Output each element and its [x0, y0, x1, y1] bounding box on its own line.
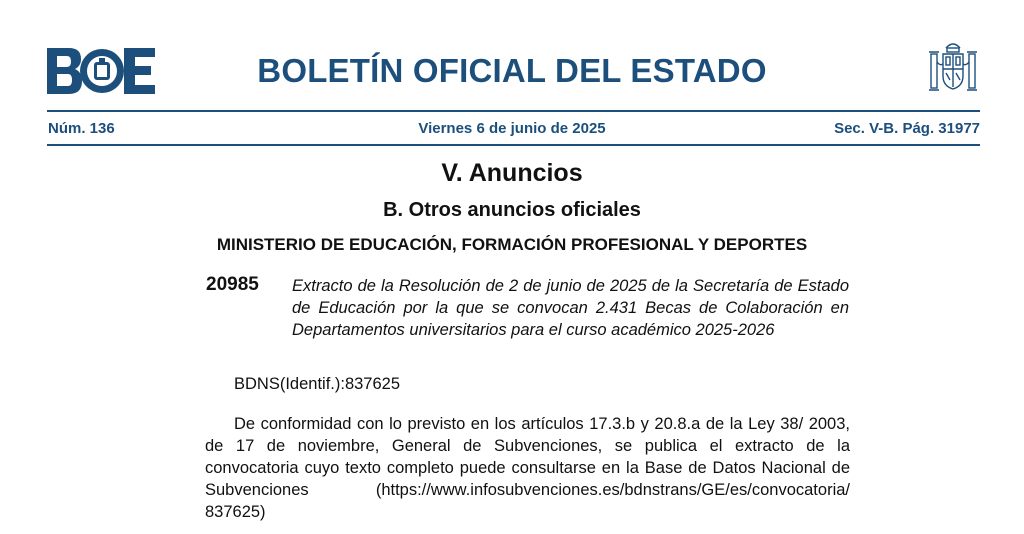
section-page: Sec. V-B. Pág. 31977	[834, 120, 980, 137]
bdns-identifier: BDNS(Identif.):837625	[234, 375, 401, 393]
spain-coat-of-arms-icon	[926, 40, 980, 96]
section-heading: V. Anuncios	[441, 159, 583, 187]
subsection-heading: B. Otros anuncios oficiales	[383, 199, 641, 221]
body-paragraph: De conformidad con lo previsto en los artículos 17.3.b y 20.8.a de la Ley 38/ 2003, de 17 de noviembre, General de Subvenciones, se publica el extracto de la convocatoria cuyo texto completo puede consultarse en la Base de Datos Nacional de Subvenciones (https://www.infosubvenciones.es/bdnstrans/GE/es/convocatoria/ 837625)	[205, 415, 850, 521]
entry-number: 20985	[206, 274, 259, 295]
issue-date: Viernes 6 de junio de 2025	[418, 120, 606, 137]
issue-number: Núm. 136	[48, 120, 115, 137]
masthead-title: BOLETÍN OFICIAL DEL ESTADO	[257, 52, 767, 89]
entry-title: Extracto de la Resolución de 2 de junio de 2025 de la Secretaría de Estado de Educación por la que se convocan 2.431 Becas de Colaboración en Departamentos universitarios para el curso académico 2025-2026	[292, 277, 849, 339]
header-rule-top	[47, 110, 980, 112]
header-rule-bottom	[47, 144, 980, 146]
ministry-heading: MINISTERIO DE EDUCACIÓN, FORMACIÓN PROFESIONAL Y DEPORTES	[216, 235, 808, 254]
